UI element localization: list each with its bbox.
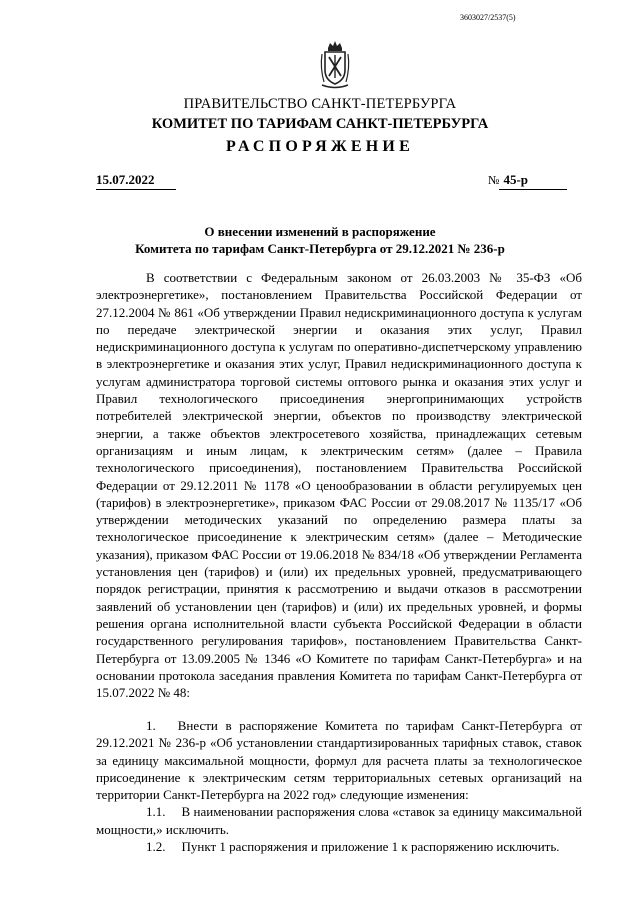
list-item xyxy=(96,717,582,803)
item-number: 1. xyxy=(146,718,156,733)
order-items xyxy=(96,717,582,855)
subject-line-1: О внесении изменений в распоряжение xyxy=(204,224,436,239)
preamble xyxy=(96,269,582,701)
document-subject xyxy=(0,223,640,257)
government-name: ПРАВИТЕЛЬСТВО САНКТ-ПЕТЕРБУРГА xyxy=(183,96,457,112)
subject-line-2: Комитета по тарифам Санкт-Петербурга от 29.12.2021 № 236-р xyxy=(135,241,505,256)
committee-name: КОМИТЕТ ПО ТАРИФАМ САНКТ-ПЕТЕРБУРГА xyxy=(151,116,489,132)
saint-petersburg-coat-of-arms-icon xyxy=(318,40,352,90)
number-sign: № xyxy=(488,173,500,187)
preamble-text: В соответствии с Федеральным законом от 26.03.2003 № 35-ФЗ «Об электроэнергетике», постановлением Правительства Российской Федерации от 27.12.2004 № 861 «Об утверждении Правил недискриминационного доступа к услугам по передаче электрической энергии и оказания этих услуг, Правил недискриминационного доступа к услугам по оперативно-диспетчерскому управлению в электроэнергетике и оказания этих услуг, Правил недискриминационного доступа к услугам администратора торговой системы оптового рынка и оказания этих услуг и Правил технологического присоединения энергопринимающих устройств потребителей электрической энергии, объектов по производству электрической энергии, а также объектов электросетевого хозяйства, принадлежащих сетевым организациям и иным лицам, к электрическим сетям» (далее – Правила технологического присоединения), постановлением Правительства Российской Федерации от 29.12.2011 № 1178 «О ценообразовании в области регулируемых цен (тарифов) в электроэнергетике», приказом ФАС России от 29.08.2017 № 1135/17 «Об утверждении методических указаний по определению размера платы за технологическое присоединение к электрическим сетям» (далее – Методические указания), приказом ФАС России от 19.06.2018 № 834/18 «Об утверждении Регламента установления цен (тарифов) и (или) их предельных уровней, предусматривающего порядок регистрации, принятия к рассмотрению и выдачи отказов в рассмотрении заявлений об установлении цен (тарифов) и (или) их предельных уровней, и формы решения органа исполнительной власти субъекта Российской Федерации в области государственного регулирования тарифов», постановлением Правительства Санкт-Петербурга от 13.09.2005 № 1346 «О Комитете по тарифам Санкт-Петербурга» и на основании протокола заседания правления Комитета по тарифам Санкт-Петербурга от 15.07.2022 № 48: xyxy=(96,270,582,701)
list-item xyxy=(96,838,582,855)
document-type: РАСПОРЯЖЕНИЕ xyxy=(226,138,414,155)
item-text: Внести в распоряжение Комитета по тарифам Санкт-Петербурга от 29.12.2021 № 236-р «Об установлении стандартизированных тарифных ставок, ставок за единицу максимальной мощности, формул для расчета платы за технологическое присоединение к электрическим сетям территориальных сетевых организаций на территории Санкт-Петербурга на 2022 год» следующие изменения: xyxy=(96,718,582,803)
item-text: В наименовании распоряжения слова «ставок за единицу максимальной мощности,» исключить. xyxy=(96,804,582,837)
document-number: 45-р xyxy=(499,172,567,190)
document-code: 3603027/2537(5) xyxy=(460,13,516,22)
item-text: Пункт 1 распоряжения и приложение 1 к распоряжению исключить. xyxy=(181,839,560,855)
list-item xyxy=(96,803,582,838)
document-date: 15.07.2022 xyxy=(96,172,176,190)
document-number-block xyxy=(488,172,567,190)
item-number: 1.1. xyxy=(146,804,166,820)
item-number: 1.2. xyxy=(146,839,166,855)
